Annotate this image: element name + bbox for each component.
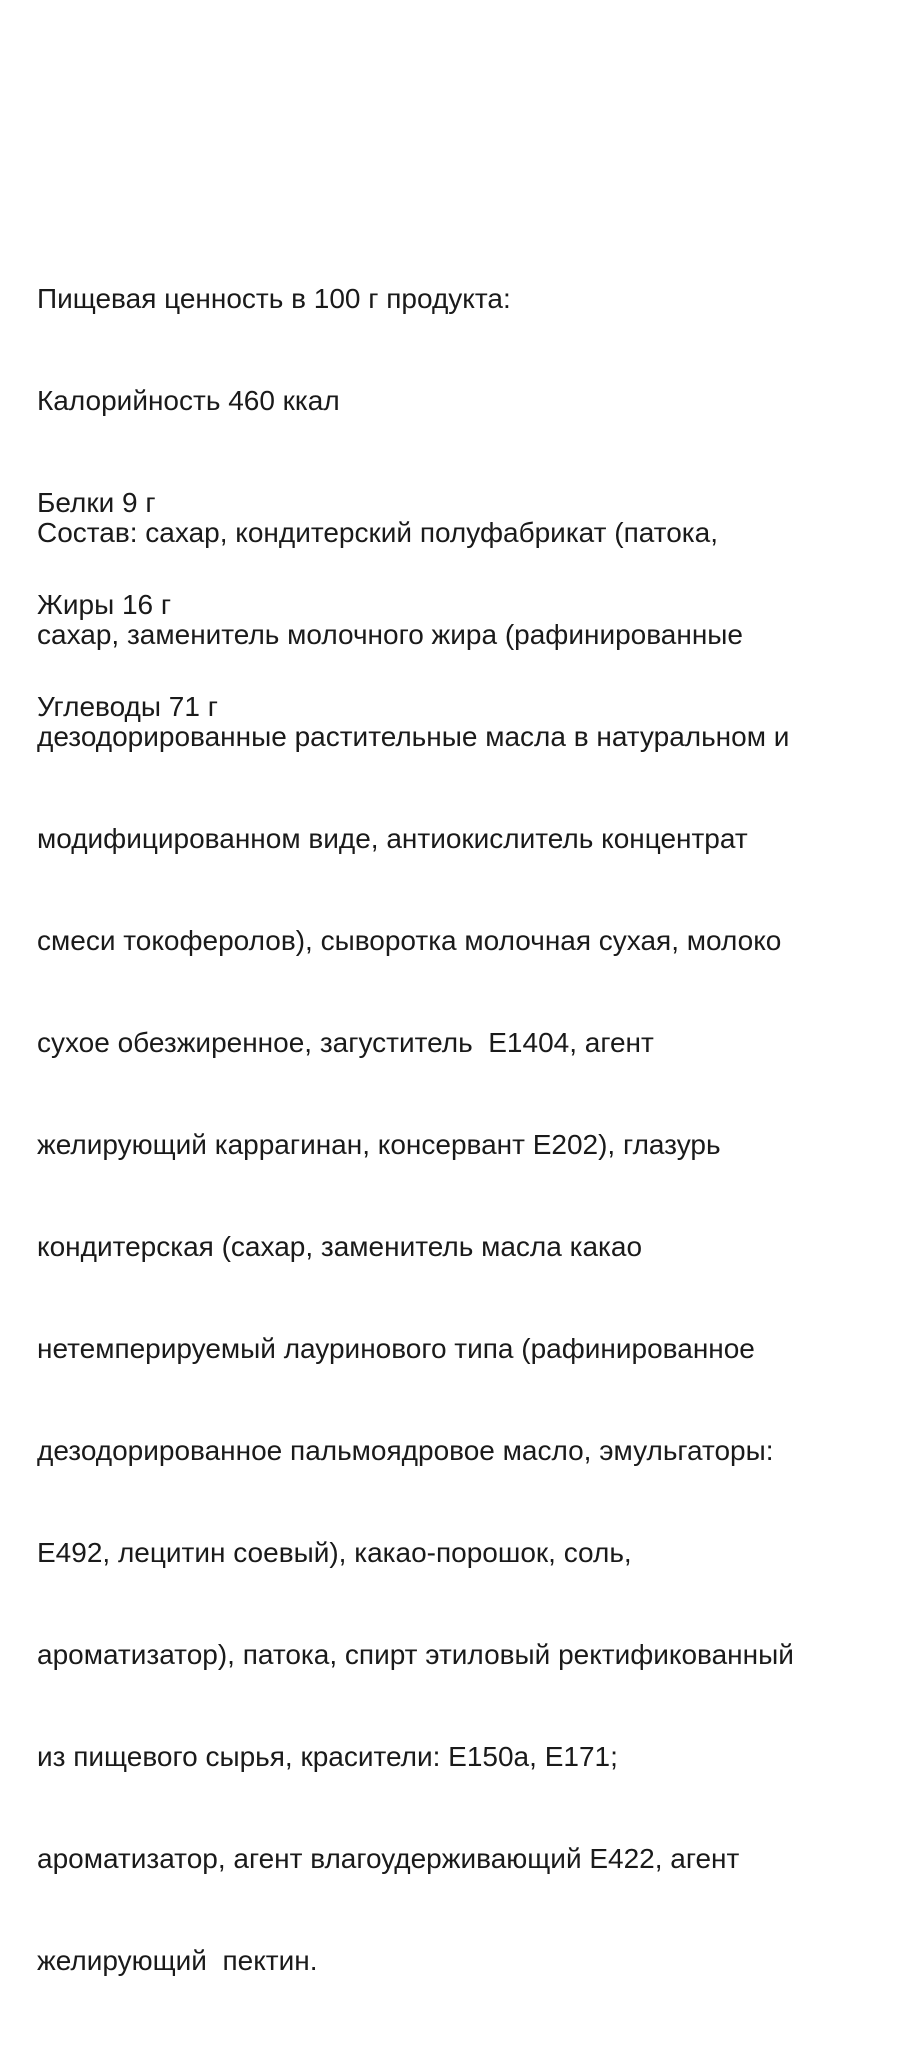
ingredients-composition — [37, 448, 794, 2046]
composition-line: из пищевого сырья, красители: Е150а, Е171; — [37, 1741, 618, 1772]
composition-line: желирующий каррагинан, консервант Е202), глазурь — [37, 1129, 721, 1160]
composition-line: ароматизатор, агент влагоудерживающий Е422, агент — [37, 1843, 740, 1874]
composition-line: смеси токоферолов), сыворотка молочная сухая, молоко — [37, 925, 782, 956]
composition-line: сахар, заменитель молочного жира (рафинированные — [37, 619, 743, 650]
composition-line: сухое обезжиренное, загуститель Е1404, агент — [37, 1027, 654, 1058]
composition-line: нетемперируемый лауринового типа (рафинированное — [37, 1333, 755, 1364]
composition-line: Е492, лецитин соевый), какао-порошок, соль, — [37, 1537, 632, 1568]
nutrition-carbs: Углеводы 71 г — [37, 691, 218, 722]
composition-line: модифицированном виде, антиокислитель концентрат — [37, 823, 748, 854]
nutrition-calories: Калорийность 460 ккал — [37, 385, 340, 416]
composition-line: ароматизатор), патока, спирт этиловый ректификованный — [37, 1639, 794, 1670]
nutrition-proteins: Белки 9 г — [37, 487, 156, 518]
composition-line: кондитерская (сахар, заменитель масла какао — [37, 1231, 643, 1262]
composition-line: Состав: сахар, кондитерский полуфабрикат (патока, — [37, 517, 718, 548]
nutrition-fats: Жиры 16 г — [37, 589, 172, 620]
composition-line: дезодорированные растительные масла в натуральном и — [37, 721, 790, 752]
nutrition-heading: Пищевая ценность в 100 г продукта: — [37, 283, 511, 314]
composition-line: дезодорированное пальмоядровое масло, эмульгаторы: — [37, 1435, 774, 1466]
composition-line: желирующий пектин. — [37, 1945, 318, 1976]
